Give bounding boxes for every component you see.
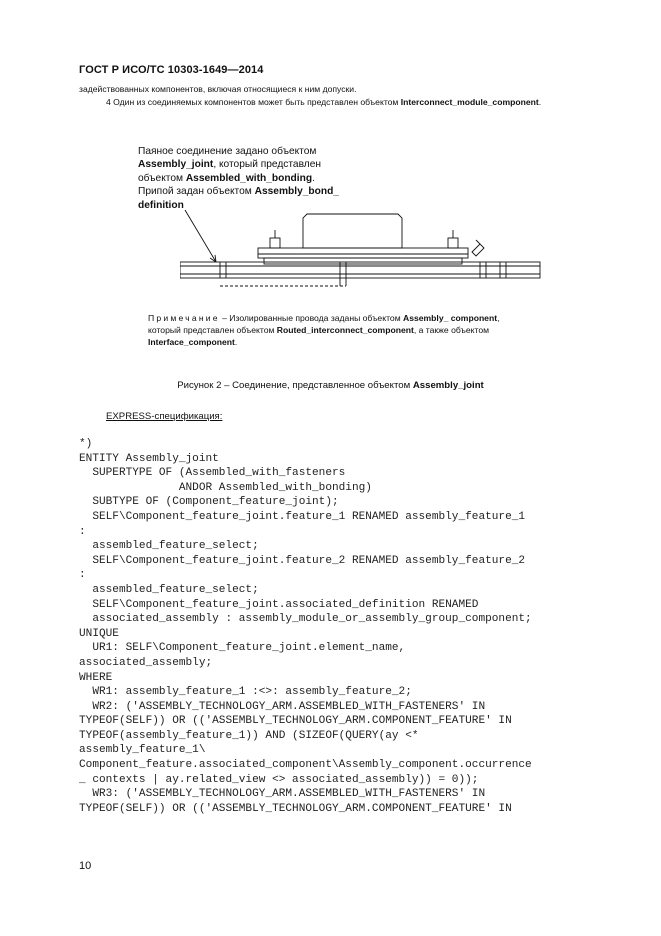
connector-base bbox=[258, 248, 468, 258]
express-spec-heading: EXPRESS-спецификация: bbox=[106, 411, 223, 422]
express-code-block: *) ENTITY Assembly_joint SUPERTYPE OF (Assembled_with_fasteners ANDOR Assembled_with_bonding) SUBTYPE OF (Component_feature_joint); SELF\Component_feature_joint.feature_1 RENAMED assembly_feature_1 : assembled_feature_select; SELF\Component_feature_joint.feature_2 RENAMED assembly_feature_2 : assembled_feature_select; SELF\Component_feature_joint.associated_definition RENAMED associated_assembly : assembly_module_or_assembly_group_component; UNIQUE UR1: SELF\Component_feature_joint.element_name, associated_assembly; WHERE WR1: assembly_feature_1 :<>: assembly_feature_2; WR2: ('ASSEMBLY_TECHNOLOGY_ARM.ASSEMBLED_WITH_FASTENERS' IN TYPEOF(SELF)) OR (('ASSEMBLY_TECHNOLOGY_ARM.COMPONENT_FEATURE' IN TYPEOF(assembly_feature_1)) AND (SIZEOF(QUERY(ay <* assembly_feature_1\ Component_feature.associated_component\Assembly_component.occurrence _ contexts | ay.related_view <> associated_assembly)) = 0)); WR3: ('ASSEMBLY_TECHNOLOGY_ARM.ASSEMBLED_WITH_FASTENERS' IN TYPEOF(SELF)) OR (('ASSEMBLY_TECHNOLOGY_ARM.COMPONENT_FEATURE' IN bbox=[79, 438, 532, 815]
body-text-line: задействованных компонентов, включая относящиеся к ним допуски. bbox=[79, 84, 357, 94]
callout-line-3 bbox=[138, 172, 368, 185]
list-item-4-suffix: . bbox=[538, 97, 542, 107]
note-text-4: , а также объектом bbox=[413, 325, 490, 335]
note-text-5: . bbox=[234, 337, 238, 347]
note-line-2 bbox=[148, 324, 568, 336]
note-text-2: , bbox=[497, 313, 500, 323]
note-line-1 bbox=[148, 312, 568, 324]
solder-joint bbox=[472, 244, 484, 256]
list-item-4-text: 4 Один из соединяемых компонентов может быть представлен объектом bbox=[106, 97, 401, 107]
entity-interface-component: Interface_component bbox=[148, 337, 235, 347]
callout-line-2-rest: , который представлен bbox=[213, 159, 322, 171]
figure-note bbox=[148, 312, 568, 348]
leader-line bbox=[185, 210, 216, 262]
assembly-joint-drawing bbox=[180, 200, 550, 300]
callout-line-4-prefix: Припой задан объектом bbox=[138, 186, 255, 198]
fastener-left bbox=[270, 238, 280, 248]
note-text-1: – Изолированные провода заданы объектом bbox=[219, 313, 403, 323]
connector-housing bbox=[303, 214, 402, 248]
entity-assembled-with-bonding: Assembled_with_bonding bbox=[185, 172, 313, 184]
entity-routed-interconnect-component: Routed_interconnect_component bbox=[276, 325, 414, 335]
note-text-3: который представлен объектом bbox=[148, 325, 277, 335]
callout-line-5: definition bbox=[138, 199, 184, 211]
connector-flange bbox=[264, 258, 462, 264]
callout-line-2 bbox=[138, 158, 368, 171]
page-header-title: ГОСТ Р ИСО/ТС 10303-1649—2014 bbox=[79, 64, 264, 76]
entity-assembly-joint: Assembly_joint bbox=[138, 159, 214, 171]
callout-line-3-suffix: . bbox=[312, 172, 315, 184]
callout-line-4 bbox=[138, 185, 368, 198]
note-label: Примечание bbox=[148, 313, 220, 323]
entity-interconnect-module-component: Interconnect_module_component bbox=[400, 97, 539, 107]
page-number: 10 bbox=[79, 860, 92, 872]
fastener-right bbox=[448, 238, 458, 248]
figure-caption bbox=[0, 380, 661, 391]
note-line-3 bbox=[148, 336, 568, 348]
leader-arrowhead bbox=[210, 255, 216, 262]
entity-assembly-bond: Assembly_bond_ bbox=[254, 186, 339, 198]
entity-assembly-component: Assembly_ component bbox=[403, 313, 498, 323]
figure-caption-text: Рисунок 2 – Соединение, представленное объектом bbox=[177, 380, 413, 391]
callout-line-1: Паяное соединение задано объектом bbox=[138, 146, 317, 157]
figure-caption-entity: Assembly_joint bbox=[412, 380, 484, 391]
callout-line-3-prefix: объектом bbox=[138, 172, 186, 184]
list-item-4 bbox=[106, 96, 541, 108]
